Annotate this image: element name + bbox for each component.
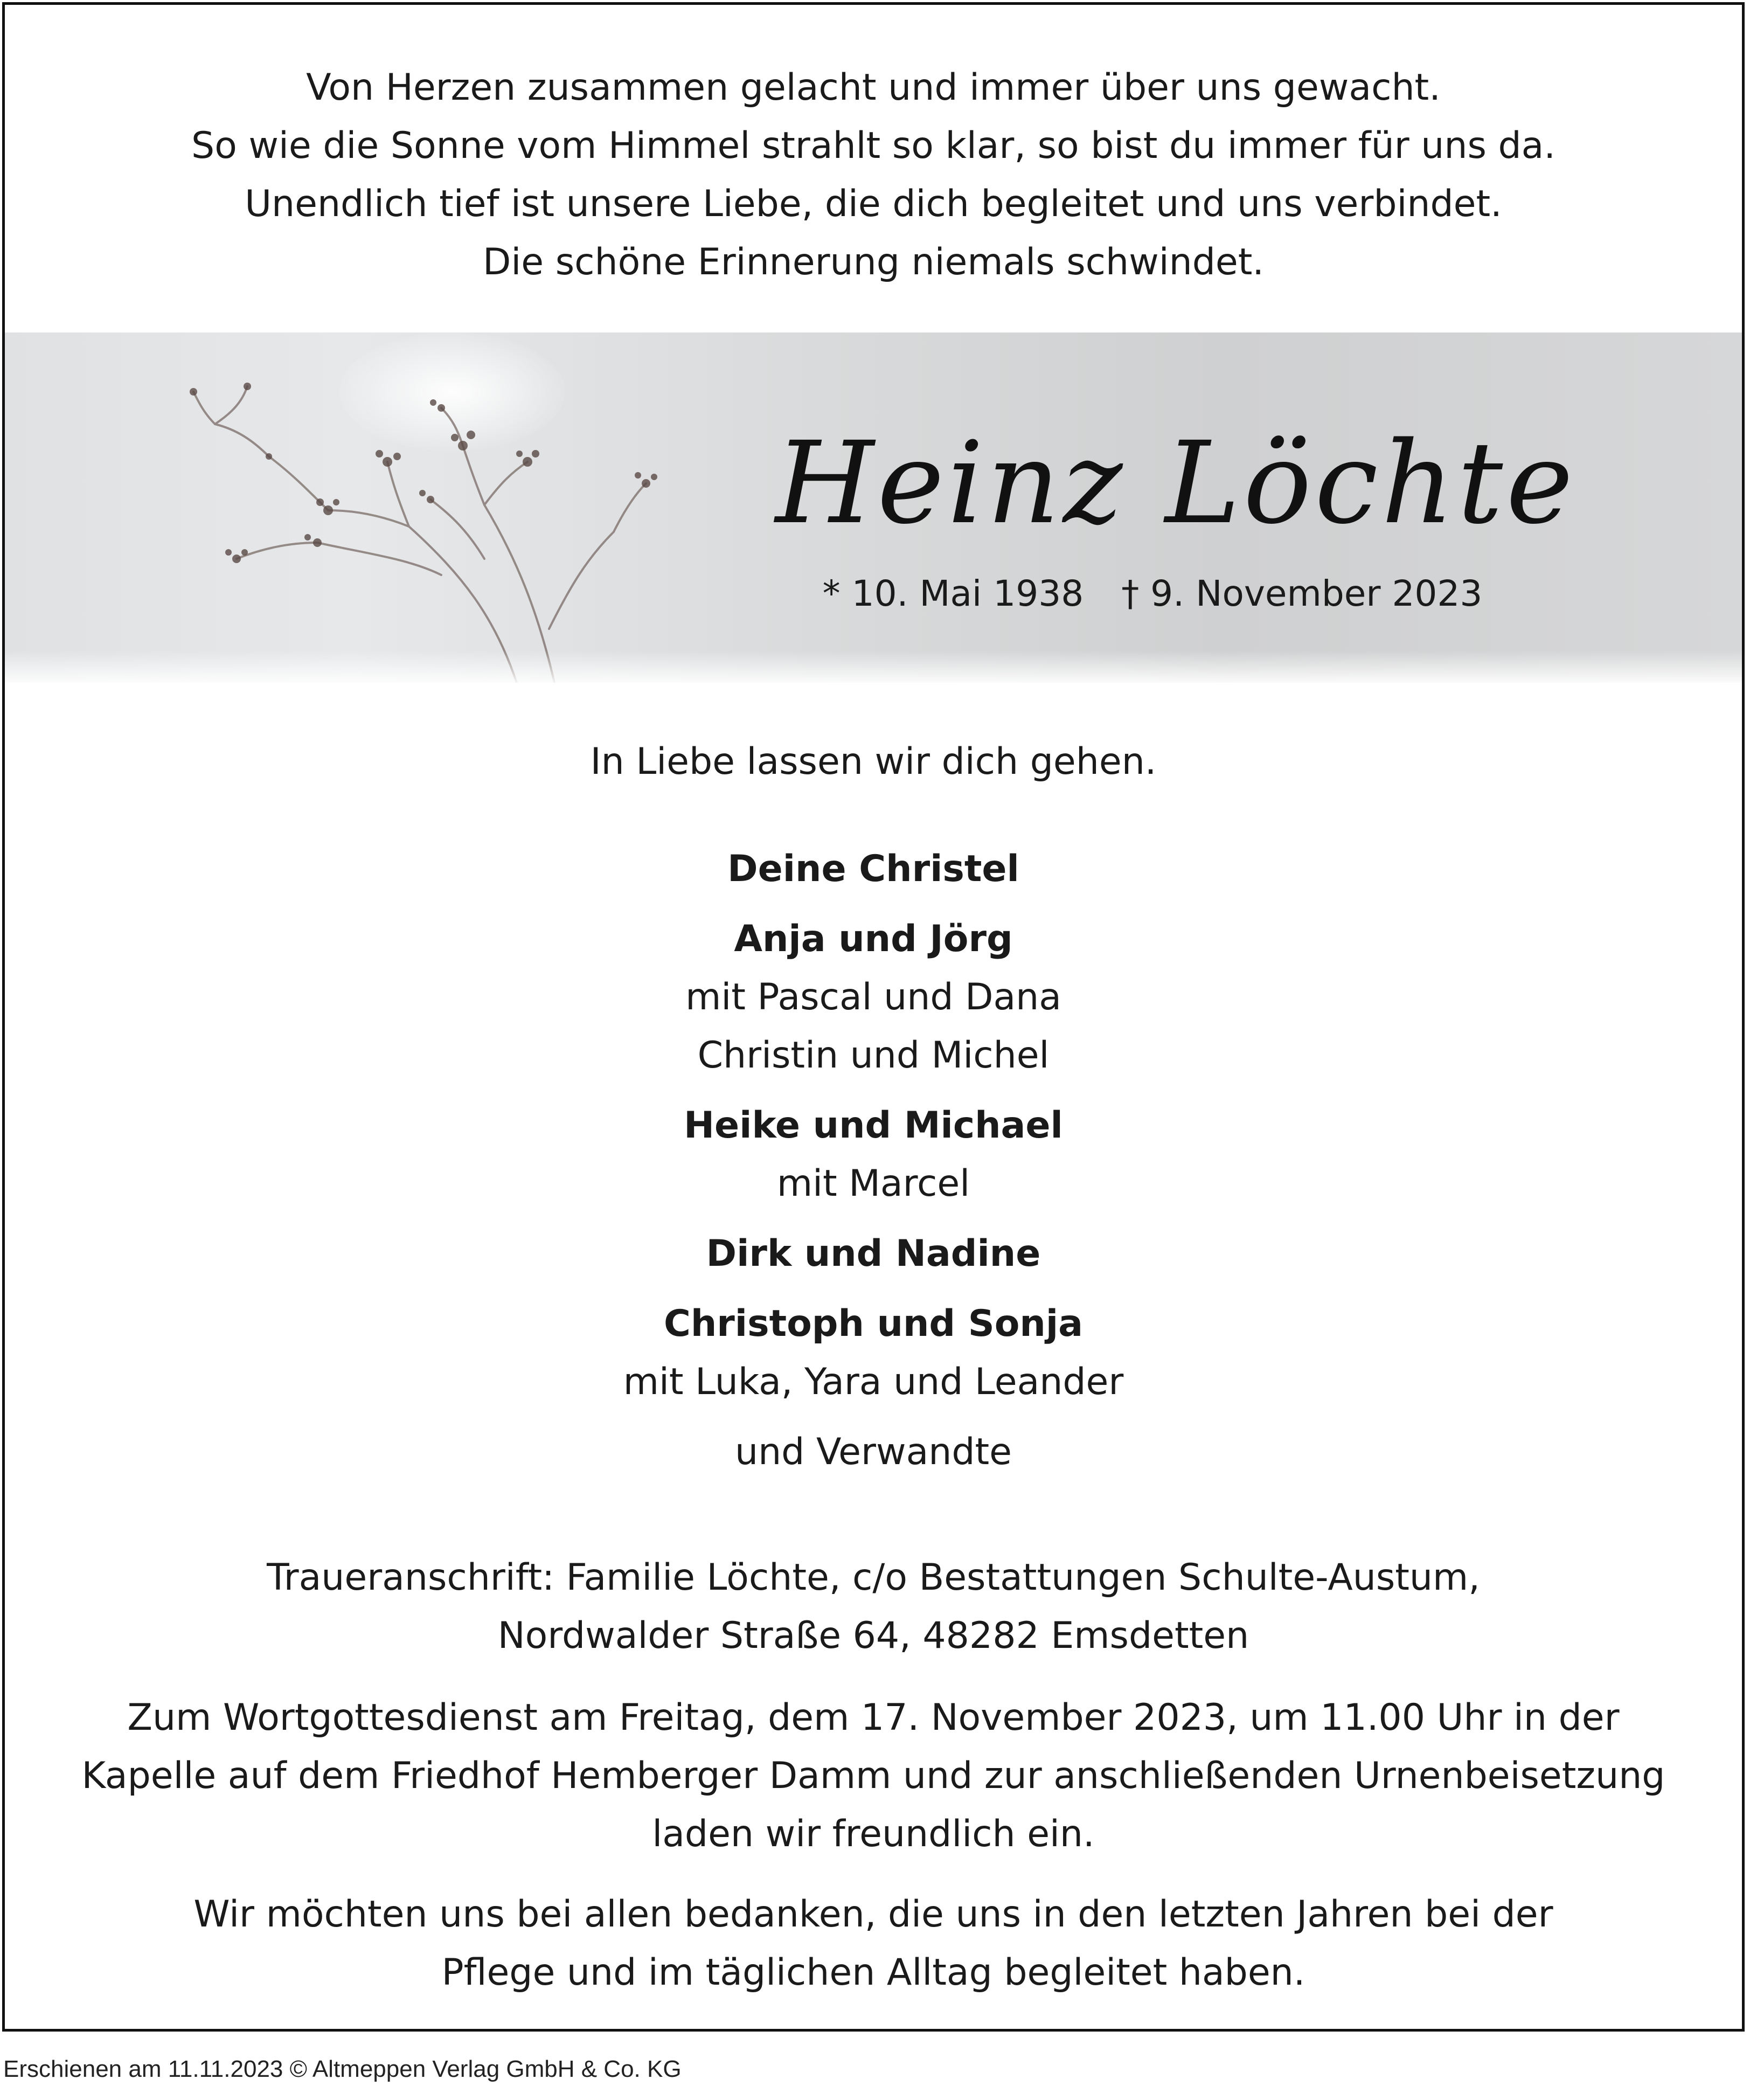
obituary-frame: [2, 2, 1745, 2032]
poem-line: Unendlich tief ist unsere Liebe, die dich begleitet und uns verbindet.: [245, 183, 1502, 225]
deceased-name: Heinz Löchte: [775, 417, 1577, 549]
mourning-address: [5, 1549, 1742, 1665]
family-name-line: Dirk und Nadine: [706, 1232, 1041, 1275]
family-name-line: mit Pascal und Dana: [685, 976, 1061, 1018]
address-line: Traueranschrift: Familie Löchte, c/o Bestattungen Schulte-Austum,: [267, 1556, 1480, 1599]
family-name-line: Anja und Jörg: [734, 918, 1013, 960]
service-line: laden wir freundlich ein.: [652, 1813, 1095, 1855]
family-group: [5, 1097, 1742, 1213]
poem-line: So wie die Sonne vom Himmel strahlt so klar, so bist du immer für uns da.: [191, 124, 1555, 167]
family-group: [5, 840, 1742, 898]
birth-date: * 10. Mai 1938: [822, 573, 1084, 614]
thanks-line: Pflege und im täglichen Alltag begleitet haben.: [441, 1951, 1305, 1994]
dried-flower-image: [140, 381, 705, 683]
poem-line: Von Herzen zusammen gelacht und immer über uns gewacht.: [306, 66, 1441, 109]
family-name-line: Heike und Michael: [684, 1104, 1063, 1147]
family-name-line: Deine Christel: [727, 848, 1019, 890]
family-name-line: Christin und Michel: [697, 1034, 1050, 1077]
poem: [5, 59, 1742, 292]
publication-footer: Erschienen am 11.11.2023 © Altmeppen Verlag GmbH & Co. KG: [3, 2056, 682, 2082]
thanks-line: Wir möchten uns bei allen bedanken, die uns in den letzten Jahren bei der: [193, 1893, 1553, 1936]
service-info: [5, 1689, 1742, 1863]
service-line: Kapelle auf dem Friedhof Hemberger Damm und zur anschließenden Urnenbeisetzung: [81, 1755, 1665, 1797]
family-group: [5, 1295, 1742, 1411]
family-name-line: Christoph und Sonja: [663, 1302, 1084, 1345]
family-group: [5, 1225, 1742, 1283]
banner-fade: [5, 650, 1742, 683]
photo-banner: [5, 332, 1742, 683]
life-dates: [781, 570, 1524, 618]
death-date: † 9. November 2023: [1121, 573, 1483, 614]
family-name-line: und Verwandte: [734, 1431, 1012, 1473]
service-line: Zum Wortgottesdienst am Freitag, dem 17. November 2023, um 11.00 Uhr in der: [127, 1696, 1620, 1739]
family-name-line: mit Marcel: [776, 1162, 970, 1205]
poem-line: Die schöne Erinnerung niemals schwindet.: [482, 241, 1264, 283]
family-group: [5, 1423, 1742, 1481]
address-line: Nordwalder Straße 64, 48282 Emsdetten: [497, 1614, 1249, 1657]
family-name-line: mit Luka, Yara und Leander: [623, 1361, 1124, 1403]
family-list: [5, 840, 1742, 1493]
motto: In Liebe lassen wir dich gehen.: [590, 740, 1157, 783]
thanks-note: [5, 1886, 1742, 2002]
family-group: [5, 910, 1742, 1085]
